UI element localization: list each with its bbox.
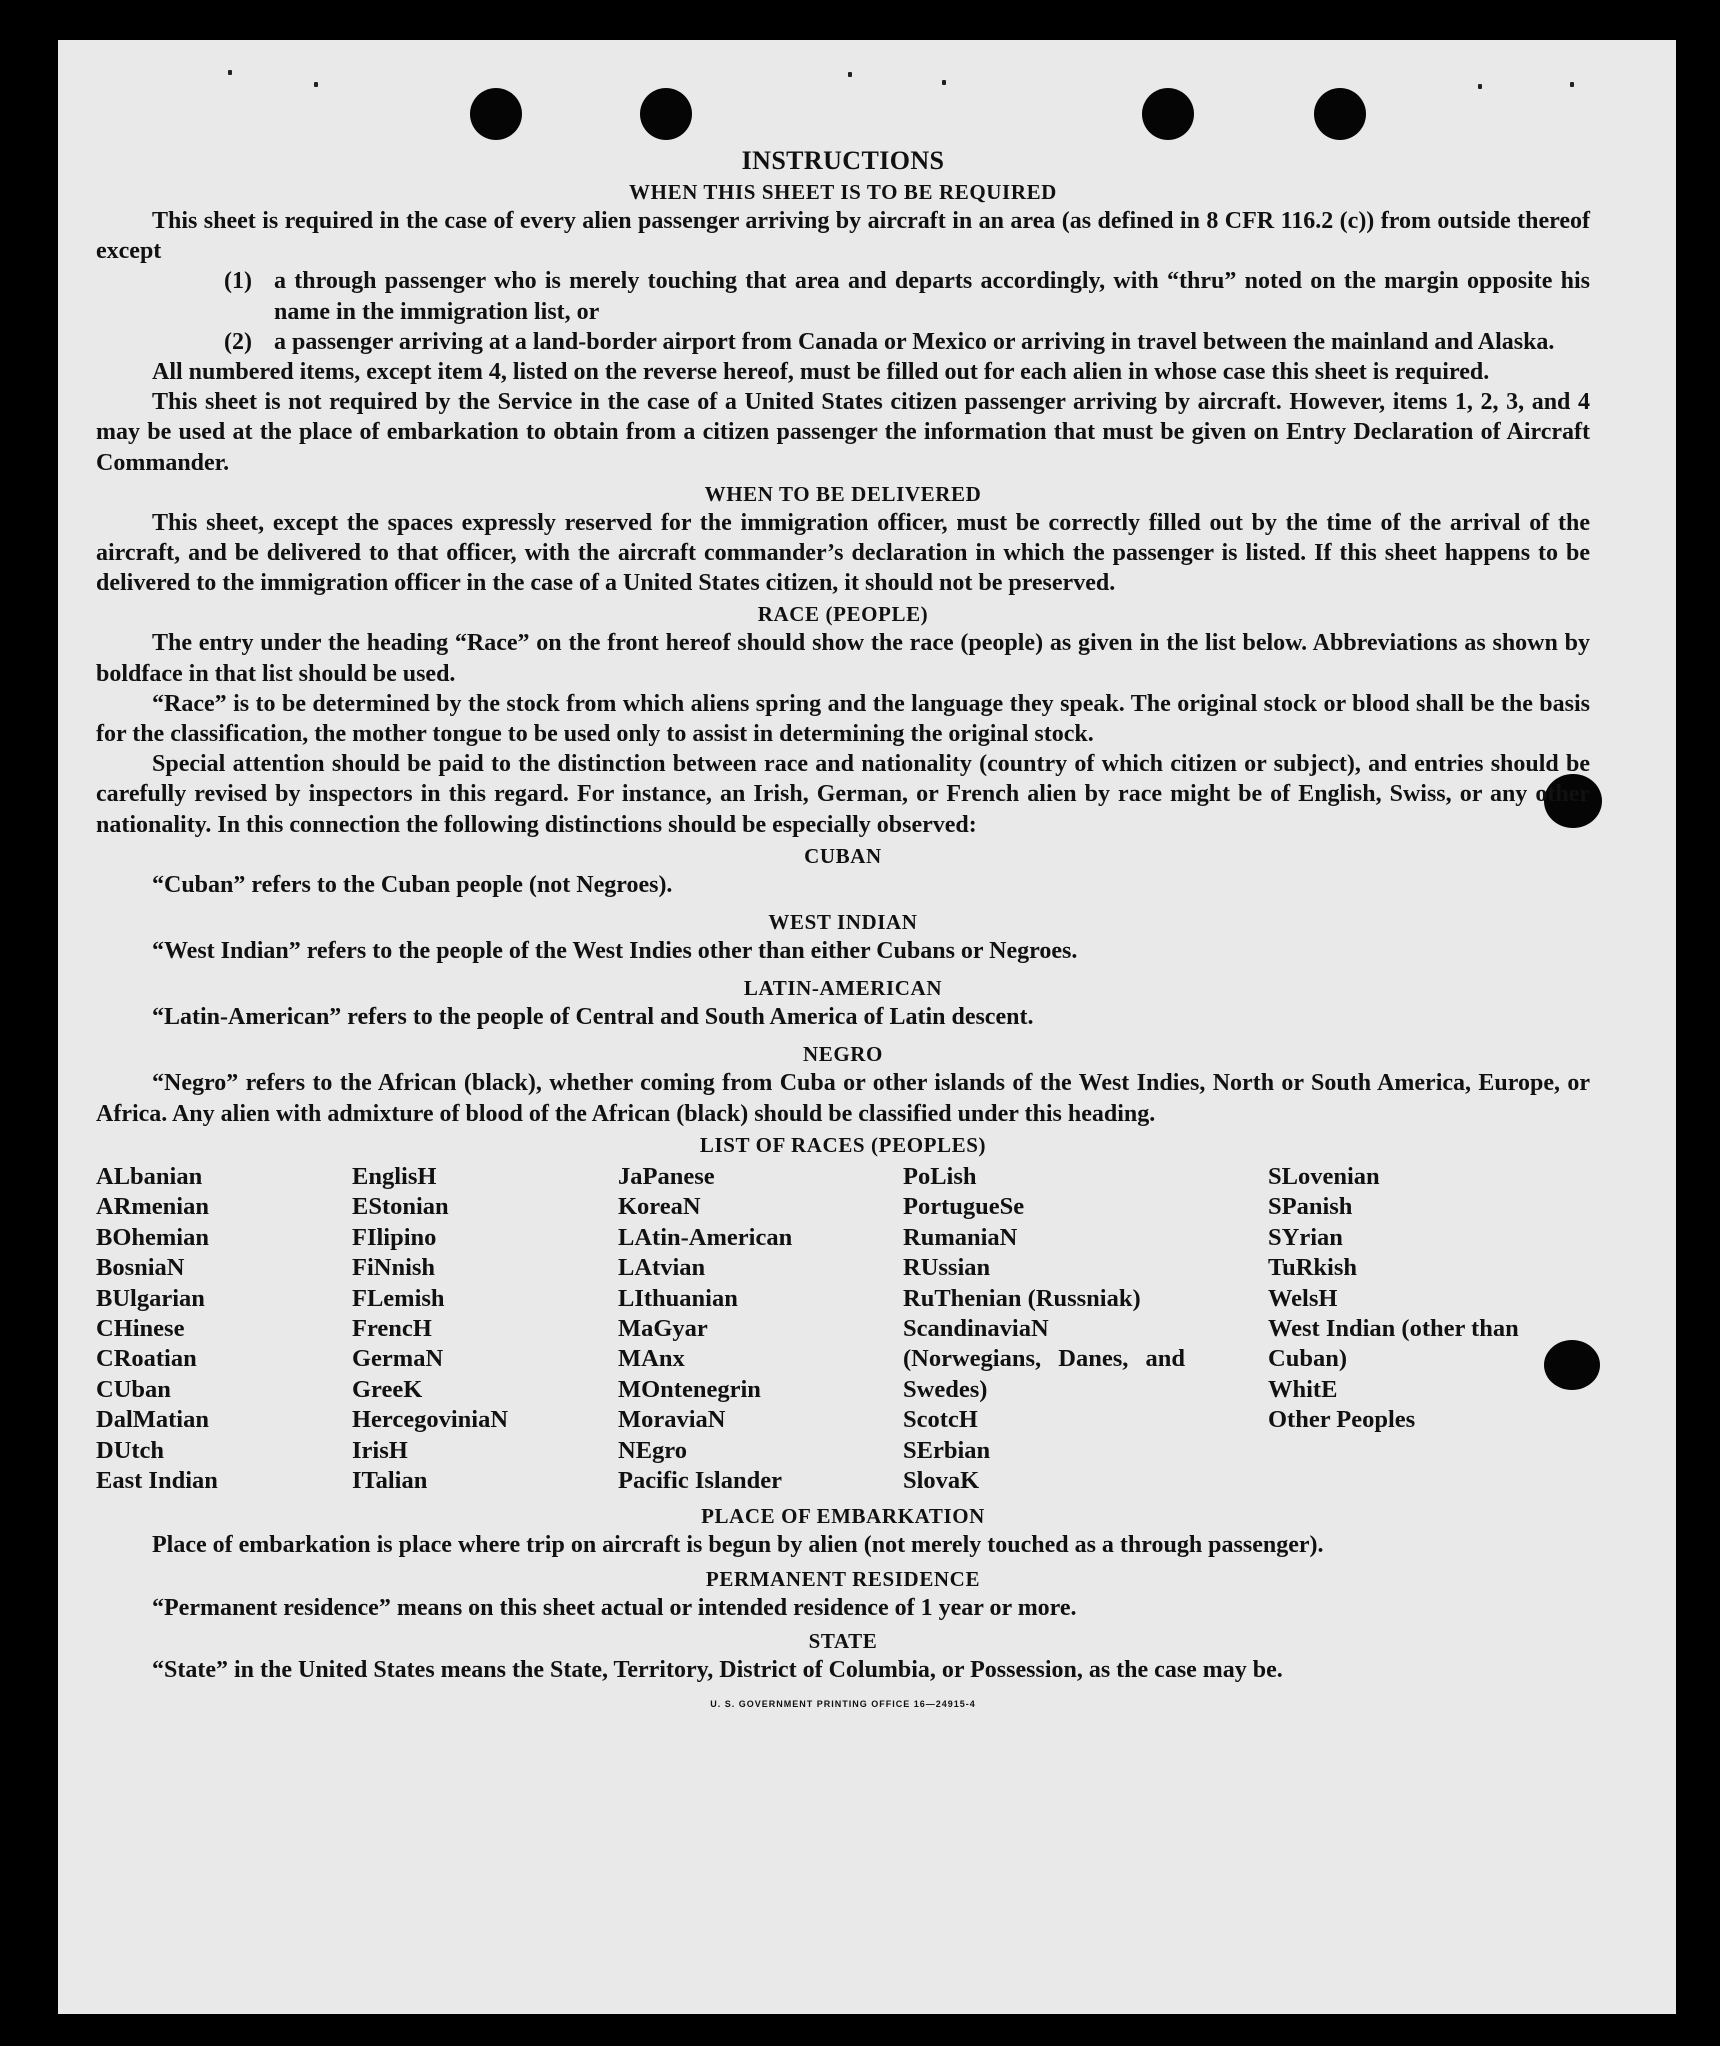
race-entry: WelsH: [1268, 1284, 1338, 1312]
section-heading: NEGRO: [802, 1042, 883, 1067]
race-entry: BosniaN: [96, 1254, 185, 1282]
item-text: a passenger arriving at a land-border airport from Canada or Mexico or arriving in travel between the mainland and Alaska.: [274, 328, 1555, 355]
race-entry: SLovenian: [1268, 1162, 1380, 1190]
races-column: [1268, 1162, 1568, 1496]
race-entry: CRoatian: [96, 1345, 197, 1373]
paragraph: This sheet, except the spaces expressly reserved for the immigration officer, must be correctly filled out by the time of the arrival of the aircraft, and be delivered to that officer, with the aircraft commander’s declaration in which the passenger is listed. If this sheet happens to be delivered to the immigration officer in the case of a United States citizen, it should not be preserved.: [96, 509, 1590, 597]
race-entry: West Indian (other than Cuban): [1268, 1314, 1519, 1373]
paragraph: The entry under the heading “Race” on the front hereof should show the race (people) as given in the list below. Abbreviations as shown by boldface in that list should be used.: [96, 630, 1590, 687]
race-entry: LAtin-American: [618, 1223, 793, 1251]
races-column: [903, 1162, 1185, 1496]
section-heading: LIST OF RACES (PEOPLES): [699, 1132, 987, 1157]
race-entry: WhitE: [1268, 1375, 1338, 1403]
race-entry: MAnx: [618, 1345, 685, 1373]
item-number: (1): [224, 268, 252, 295]
race-entry: FIlipino: [352, 1223, 437, 1251]
races-list: [96, 1162, 1590, 1496]
race-entry: CUban: [96, 1375, 171, 1403]
race-entry: JaPanese: [618, 1162, 715, 1190]
race-entry: MoraviaN: [618, 1406, 726, 1434]
race-entry: PoLish: [903, 1162, 977, 1190]
paragraph: “Permanent residence” means on this sheet actual or intended residence of 1 year or more.: [152, 1594, 1077, 1621]
race-entry: BOhemian: [96, 1223, 209, 1251]
race-entry: FiNnish: [352, 1254, 436, 1282]
speck: [942, 80, 946, 85]
section-heading: RACE (PEOPLE): [757, 602, 929, 627]
speck: [1478, 84, 1482, 89]
punch-hole: [470, 88, 522, 140]
races-column: [96, 1162, 352, 1496]
race-entry: MOntenegrin: [618, 1375, 761, 1403]
punch-hole: [1142, 88, 1194, 140]
race-entry: SPanish: [1268, 1193, 1353, 1221]
race-entry: GermaN: [352, 1345, 444, 1373]
paragraph: Place of embarkation is place where trip on aircraft is begun by alien (not merely touched as a through passenger).: [152, 1532, 1324, 1559]
section-heading: WHEN TO BE DELIVERED: [704, 481, 982, 506]
item-text: a through passenger who is merely touching that area and departs accordingly, with “thru” noted on the margin opposite his name in the immigration list, or: [274, 268, 1590, 325]
race-entry: RUssian: [903, 1254, 991, 1282]
section-heading: LATIN-AMERICAN: [743, 976, 943, 1001]
section-heading: STATE: [808, 1628, 878, 1653]
section-heading: WHEN THIS SHEET IS TO BE REQUIRED: [629, 180, 1057, 204]
punch-hole: [1314, 88, 1366, 140]
section-heading: PLACE OF EMBARKATION: [701, 1504, 985, 1529]
race-entry: KoreaN: [618, 1193, 701, 1221]
races-column: [618, 1162, 903, 1496]
paragraph: “West Indian” refers to the people of the West Indies other than either Cubans or Negroes.: [152, 938, 1078, 965]
paragraph: “Race” is to be determined by the stock from which aliens spring and the language they speak. The original stock or blood shall be the basis for the classification, the mother tongue to be used only to assist in determining the original stock.: [96, 690, 1590, 748]
race-entry: Pacific Islander: [618, 1466, 782, 1494]
race-entry: IrisH: [352, 1436, 408, 1464]
race-entry: LIthuanian: [618, 1284, 738, 1312]
race-entry: DalMatian: [96, 1406, 209, 1434]
race-entry: ScotcH: [903, 1406, 978, 1434]
race-entry: Other Peoples: [1268, 1406, 1416, 1434]
race-entry: DUtch: [96, 1436, 165, 1464]
section-heading: PERMANENT RESIDENCE: [705, 1566, 981, 1591]
race-entry: SErbian: [903, 1436, 991, 1464]
race-entry: RuThenian (Russniak): [903, 1284, 1141, 1312]
paragraph: This sheet is not required by the Service in the case of a United States citizen passenger arriving by aircraft. However, items 1, 2, 3, and 4 may be used at the place of embarkation to obtain from a citizen passenger the information that must be given on Entry Declaration of Aircraft Commander.: [96, 389, 1590, 476]
paragraph: This sheet is required in the case of every alien passenger arriving by aircraft in an area (as defined in 8 CFR 116.2 (c)) from outside thereof except: [96, 208, 1590, 265]
printer-imprint: U. S. GOVERNMENT PRINTING OFFICE 16—24915-4: [710, 1698, 976, 1709]
item-number: (2): [224, 328, 252, 355]
paragraph: “Latin-American” refers to the people of Central and South America of Latin descent.: [152, 1004, 1034, 1031]
race-entry: CHinese: [96, 1314, 185, 1342]
paragraph: Special attention should be paid to the distinction between race and nationality (country of which citizen or subject), and entries should be carefully revised by inspectors in this regard. For instance, an Irish, German, or French alien by race might be of English, Swiss, or any other nationality. In this connection the following distinctions should be especially observed:: [96, 751, 1590, 838]
exception-item: [96, 266, 1590, 326]
race-entry: MaGyar: [618, 1314, 708, 1342]
race-entry: FrencH: [352, 1314, 432, 1342]
race-entry: TuRkish: [1268, 1254, 1358, 1282]
paragraph: “Negro” refers to the African (black), whether coming from Cuba or other islands of the West Indies, North or South America, Europe, or Africa. Any alien with admixture of blood of the African (black) should be classified under this heading.: [96, 1070, 1590, 1127]
instructions-content: [96, 140, 1590, 1709]
race-entry: PortugueSe: [903, 1193, 1025, 1221]
exception-item: [96, 327, 1590, 357]
paragraph: “State” in the United States means the State, Territory, District of Columbia, or Possession, as the case may be.: [152, 1656, 1283, 1683]
races-column: [352, 1162, 618, 1496]
paragraph: All numbered items, except item 4, listed on the reverse hereof, must be filled out for each alien in whose case this sheet is required.: [152, 359, 1490, 386]
race-entry: FLemish: [352, 1284, 445, 1312]
race-entry: EnglisH: [352, 1162, 437, 1190]
race-entry: ALbanian: [96, 1162, 203, 1190]
race-entry: LAtvian: [618, 1254, 706, 1282]
speck: [314, 82, 318, 87]
speck: [1570, 82, 1574, 87]
speck: [848, 72, 852, 77]
page-title: INSTRUCTIONS: [741, 146, 945, 175]
race-entry: RumaniaN: [903, 1223, 1018, 1251]
race-entry: ITalian: [352, 1466, 428, 1494]
race-entry: HercegoviniaN: [352, 1406, 509, 1434]
race-entry: BUlgarian: [96, 1284, 205, 1312]
punch-hole: [640, 88, 692, 140]
race-entry: GreeK: [352, 1375, 423, 1403]
section-heading: WEST INDIAN: [768, 910, 918, 935]
race-entry: EStonian: [352, 1193, 449, 1221]
section-heading: CUBAN: [804, 843, 882, 868]
race-entry: SYrian: [1268, 1223, 1343, 1251]
race-entry: East Indian: [96, 1466, 218, 1494]
race-entry: ARmenian: [96, 1193, 209, 1221]
speck: [228, 70, 232, 75]
race-entry: SlovaK: [903, 1466, 980, 1494]
paragraph: “Cuban” refers to the Cuban people (not Negroes).: [152, 871, 673, 898]
race-entry: NEgro: [618, 1436, 687, 1464]
race-entry: ScandinaviaN (Norwegians, Danes, and Swedes): [903, 1314, 1185, 1403]
